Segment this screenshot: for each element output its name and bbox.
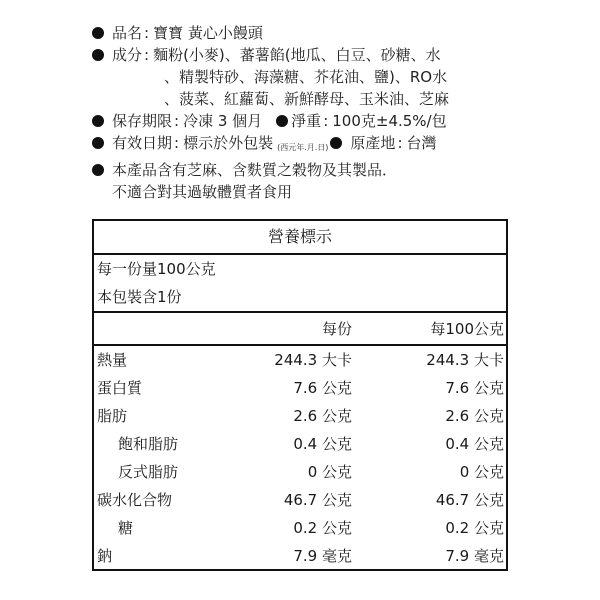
per-100g-value: 7.6 公克 — [445, 379, 504, 397]
nutrient-name: 飽和脂肪 — [118, 435, 179, 453]
per-serving-value: 244.3 大卡 — [274, 351, 352, 369]
product-name-line: 品名 : 寶寶 黃心小饅頭 — [92, 22, 522, 44]
nutrition-title: 營養標示 — [94, 221, 506, 255]
storage-label: 保存期限 — [112, 112, 173, 130]
origin-value: 台灣 — [406, 134, 437, 152]
table-row — [94, 514, 506, 542]
expiry-label: 有效日期 — [112, 134, 173, 152]
table-row — [94, 430, 506, 458]
origin-label: 原產地 — [350, 134, 396, 152]
ingredients-label: 成分 — [112, 46, 143, 64]
header-per-serving: 每份 — [321, 320, 352, 338]
per-serving-value: 7.6 公克 — [293, 379, 352, 397]
per-serving-value: 0.2 公克 — [293, 519, 352, 537]
bullet-icon — [92, 137, 104, 149]
bullet-icon — [330, 137, 342, 149]
nutrient-name: 蛋白質 — [97, 379, 143, 397]
nutrient-name: 糖 — [118, 519, 134, 537]
per-100g-value: 0.4 公克 — [445, 435, 504, 453]
net-weight-value: 100克±4.5%/包 — [332, 112, 447, 130]
per-serving-value: 0.4 公克 — [293, 435, 352, 453]
table-row — [94, 402, 506, 430]
serving-info — [94, 255, 506, 313]
table-row — [94, 346, 506, 374]
expiry-format-note: (西元年.月.日) — [277, 143, 329, 152]
net-weight-label: 淨重 — [291, 112, 322, 130]
nutrient-name: 反式脂肪 — [118, 463, 179, 481]
per-100g-value: 46.7 公克 — [435, 491, 504, 509]
product-name-value: 寶寶 黃心小饅頭 — [153, 24, 263, 42]
expiry-value: 標示於外包裝 — [183, 134, 274, 152]
bullet-icon — [276, 115, 288, 127]
ingredients-line: 成分 : 麵粉(小麥)、蕃薯餡(地瓜、白豆、砂糖、水 — [92, 44, 522, 66]
per-serving-value: 46.7 公克 — [283, 491, 352, 509]
product-name-label: 品名 — [112, 24, 143, 42]
product-info — [92, 22, 522, 203]
allergen-line-1: 本產品含有芝麻、含麩質之穀物及其製品． — [112, 161, 398, 179]
nutrient-name: 熱量 — [97, 351, 128, 369]
table-row — [94, 542, 506, 570]
bullet-icon — [92, 49, 104, 61]
table-row — [94, 458, 506, 486]
nutrition-rows — [94, 346, 506, 570]
table-row — [94, 374, 506, 402]
table-row — [94, 486, 506, 514]
per-100g-value: 244.3 大卡 — [426, 351, 504, 369]
per-serving-value: 0 公克 — [307, 463, 352, 481]
per-100g-value: 7.9 毫克 — [445, 547, 504, 565]
ingredients-line-3: 、菠菜、紅蘿蔔、新鮮酵母、玉米油、芝麻 — [164, 90, 450, 108]
ingredients-line-1: 麵粉(小麥)、蕃薯餡(地瓜、白豆、砂糖、水 — [153, 46, 441, 64]
nutrient-name: 鈉 — [97, 547, 113, 565]
bullet-icon — [92, 164, 104, 176]
per-100g-value: 0 公克 — [459, 463, 504, 481]
storage-line: 保存期限 : 冷凍 3 個月 淨重 : 100克±4.5%/包 — [92, 110, 522, 132]
nutrition-header-row — [94, 313, 506, 346]
bullet-icon — [92, 115, 104, 127]
servings-per-pack: 本包裝含1份 — [97, 288, 182, 306]
serving-size: 每一份量100公克 — [97, 260, 216, 278]
allergen-line — [92, 159, 522, 181]
per-serving-value: 7.9 毫克 — [293, 547, 352, 565]
per-serving-value: 2.6 公克 — [293, 407, 352, 425]
ingredients-line-2: 、精製特砂、海藻糖、芥花油、鹽)、RO水 — [164, 68, 448, 86]
per-100g-value: 0.2 公克 — [445, 519, 504, 537]
allergen-line-2: 不適合對其過敏體質者食用 — [112, 183, 293, 201]
bullet-icon — [92, 27, 104, 39]
nutrition-facts-table — [92, 219, 508, 571]
header-per-100g: 每100公克 — [430, 320, 504, 338]
nutrient-name: 脂肪 — [97, 407, 128, 425]
nutrient-name: 碳水化合物 — [97, 491, 173, 509]
storage-value: 冷凍 3 個月 — [183, 112, 263, 130]
expiry-line: 有效日期 : 標示於外包裝 (西元年.月.日) 原產地 : 台灣 — [92, 132, 522, 159]
per-100g-value: 2.6 公克 — [445, 407, 504, 425]
